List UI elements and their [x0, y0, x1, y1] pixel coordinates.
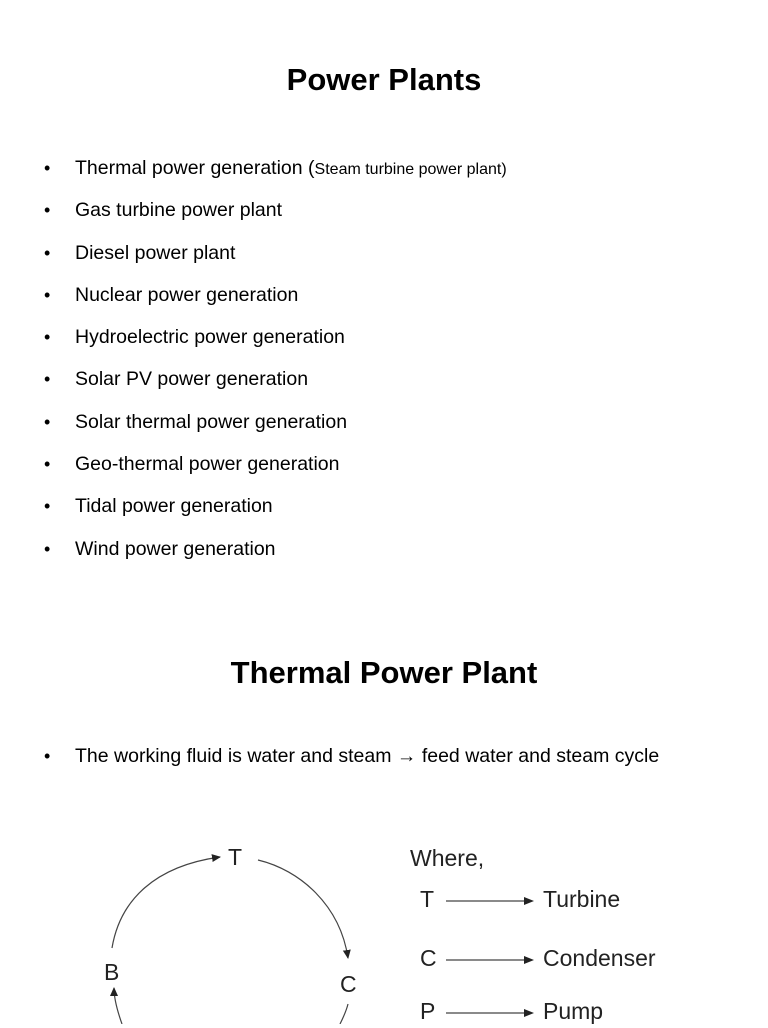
cycle-arc-b-to-t: [112, 857, 220, 948]
list-item-text: Tidal power generation: [75, 495, 273, 518]
working-fluid-bullet: [0, 741, 695, 772]
legend-symbol: P: [420, 998, 436, 1024]
list-item: [0, 238, 507, 280]
list-item-text: Thermal power generation (: [75, 157, 315, 179]
list-item: [0, 449, 507, 491]
list-item: [0, 491, 507, 533]
list-item: [0, 534, 507, 576]
list-item: [0, 322, 507, 364]
section-title-thermal-power-plant: Thermal Power Plant: [230, 655, 538, 690]
bullet-text-after: feed water and steam cycle: [416, 745, 660, 767]
legend-meaning: Condenser: [543, 945, 656, 971]
legend-symbol: T: [420, 886, 435, 912]
power-plant-list: [0, 153, 507, 576]
list-item-text: Diesel power plant: [75, 241, 236, 264]
cycle-arc-to-b: [114, 988, 122, 1024]
legend-heading: Where,: [410, 845, 485, 871]
node-c: C: [340, 971, 357, 997]
cycle-arc-from-c: [340, 1004, 348, 1024]
water-steam-cycle-diagram: [60, 830, 400, 1024]
cycle-arc-t-to-c: [258, 860, 348, 958]
legend-arrow-icon: [446, 896, 536, 906]
node-t: T: [228, 844, 243, 870]
legend-meaning: Turbine: [543, 886, 621, 912]
bullet-text-before: The working fluid is water and steam: [75, 745, 397, 767]
list-item-text: Gas turbine power plant: [75, 199, 283, 222]
page-title-power-plants: Power Plants: [286, 62, 482, 97]
list-item-text: Geo-thermal power generation: [75, 453, 340, 476]
right-arrow-icon: →: [396, 745, 417, 767]
list-item-text: Hydroelectric power generation: [75, 326, 345, 349]
list-item: [0, 280, 507, 322]
list-item-subtext: Steam turbine power plant): [314, 161, 507, 178]
list-item-text: Solar PV power generation: [75, 368, 309, 391]
legend-meaning: Pump: [543, 998, 604, 1024]
legend-arrow-icon: [446, 1008, 536, 1018]
node-b: B: [104, 959, 120, 985]
list-item-text: Nuclear power generation: [75, 283, 299, 306]
list-item-text: Solar thermal power generation: [75, 410, 348, 433]
legend-arrow-icon: [446, 955, 536, 965]
list-item-text: Wind power generation: [75, 537, 276, 560]
list-item: [0, 195, 507, 237]
list-item: [0, 153, 507, 195]
list-item: [0, 364, 507, 406]
legend-symbol: C: [420, 945, 437, 971]
list-item: [0, 407, 507, 449]
